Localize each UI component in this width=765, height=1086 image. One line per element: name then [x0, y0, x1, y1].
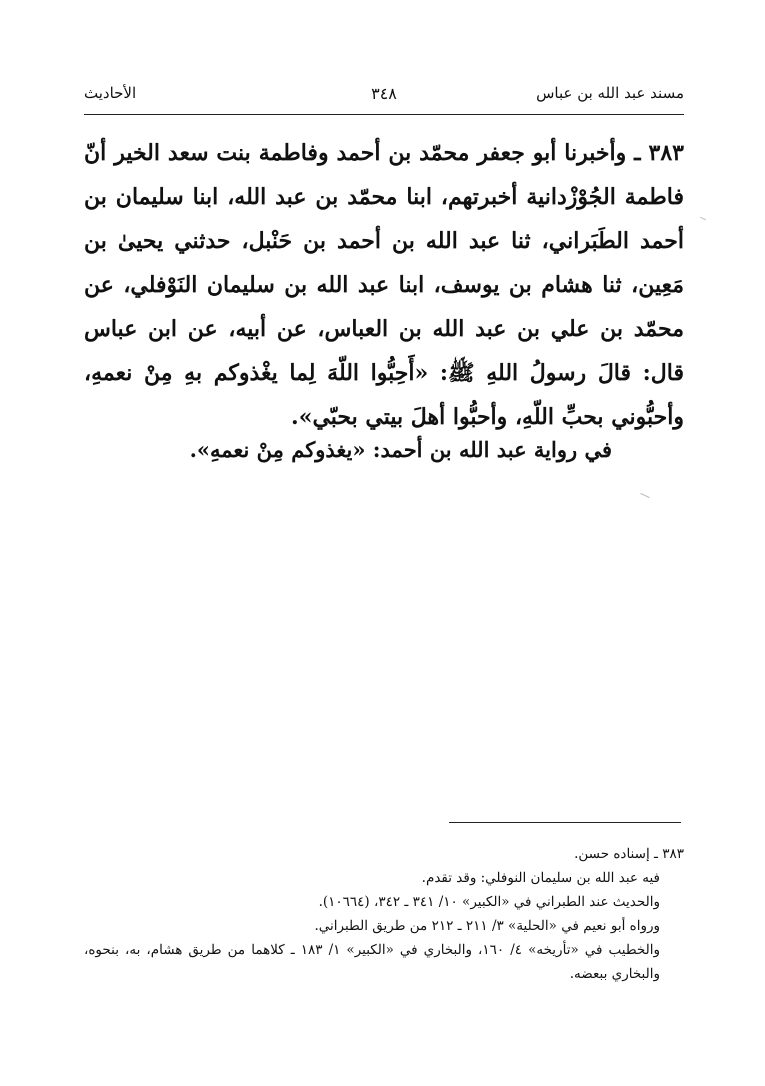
header-rule — [84, 114, 684, 115]
hadith-dash: ـ — [634, 140, 641, 166]
hadith-text: وأخبرنا أبو جعفر محمّد بن أحمد وفاطمة بنت سعد الخير أنّ فاطمة الجُوْزْدانية أخبرتهم، ابنا محمّد بن عبد الله، ابنا سليمان بن أحمد الطَبَراني، ثنا عبد الله بن أحمد بن حَنْبل، حدثني يحيىٰ بن مَعِين، ثنا هشام بن يوسف، ابنا عبد الله بن سليمان النَوْفلي، عن محمّد بن علي بن عبد الله بن العباس، عن أبيه، عن ابن عباس قال: قالَ رسولُ اللهِ ﷺ: «أَحِبُّوا اللّهَ لِما يغْذوكم بهِ مِنْ نعمهِ، وأحبُّوني بحبِّ اللّهِ، وأحبُّوا أهلَ بيتي بحبّي». — [84, 140, 684, 430]
footnotes — [84, 842, 684, 986]
hadith-note: في رواية عبد الله بن أحمد: «يغذوكم مِنْ نعمهِ». — [189, 437, 612, 462]
hadith-block — [84, 131, 684, 439]
footnote-line: والخطيب في «تأريخه» ٤/ ١٦٠، والبخاري في «الكبير» ١/ ١٨٣ ـ كلاهما من طريق هشام، به، بنحوه، والبخاري ببعضه. — [84, 942, 660, 982]
footnote-line: ٣٨٣ ـ إسناده حسن. — [574, 846, 684, 862]
scan-mark — [640, 493, 649, 498]
footnote-line: ورواه أبو نعيم في «الحلية» ٣/ ٢١١ ـ ٢١٢ من طريق الطبراني. — [314, 918, 660, 934]
footnote-line: والحديث عند الطبراني في «الكبير» ١٠/ ٣٤١ ـ ٣٤٢، (١٠٦٦٤). — [318, 894, 660, 910]
header-book-title: مسند عبد الله بن عباس — [536, 84, 684, 102]
header-section: الأحاديث — [84, 84, 137, 102]
scan-mark — [700, 217, 706, 220]
footnote-rule — [449, 822, 681, 823]
running-header — [84, 84, 684, 110]
footnote-line: فيه عبد الله بن سليمان النوفلي: وقد تقدم. — [421, 870, 660, 886]
hadith-number: ٣٨٣ — [648, 140, 684, 166]
header-page-number: ٣٤٨ — [371, 84, 397, 103]
